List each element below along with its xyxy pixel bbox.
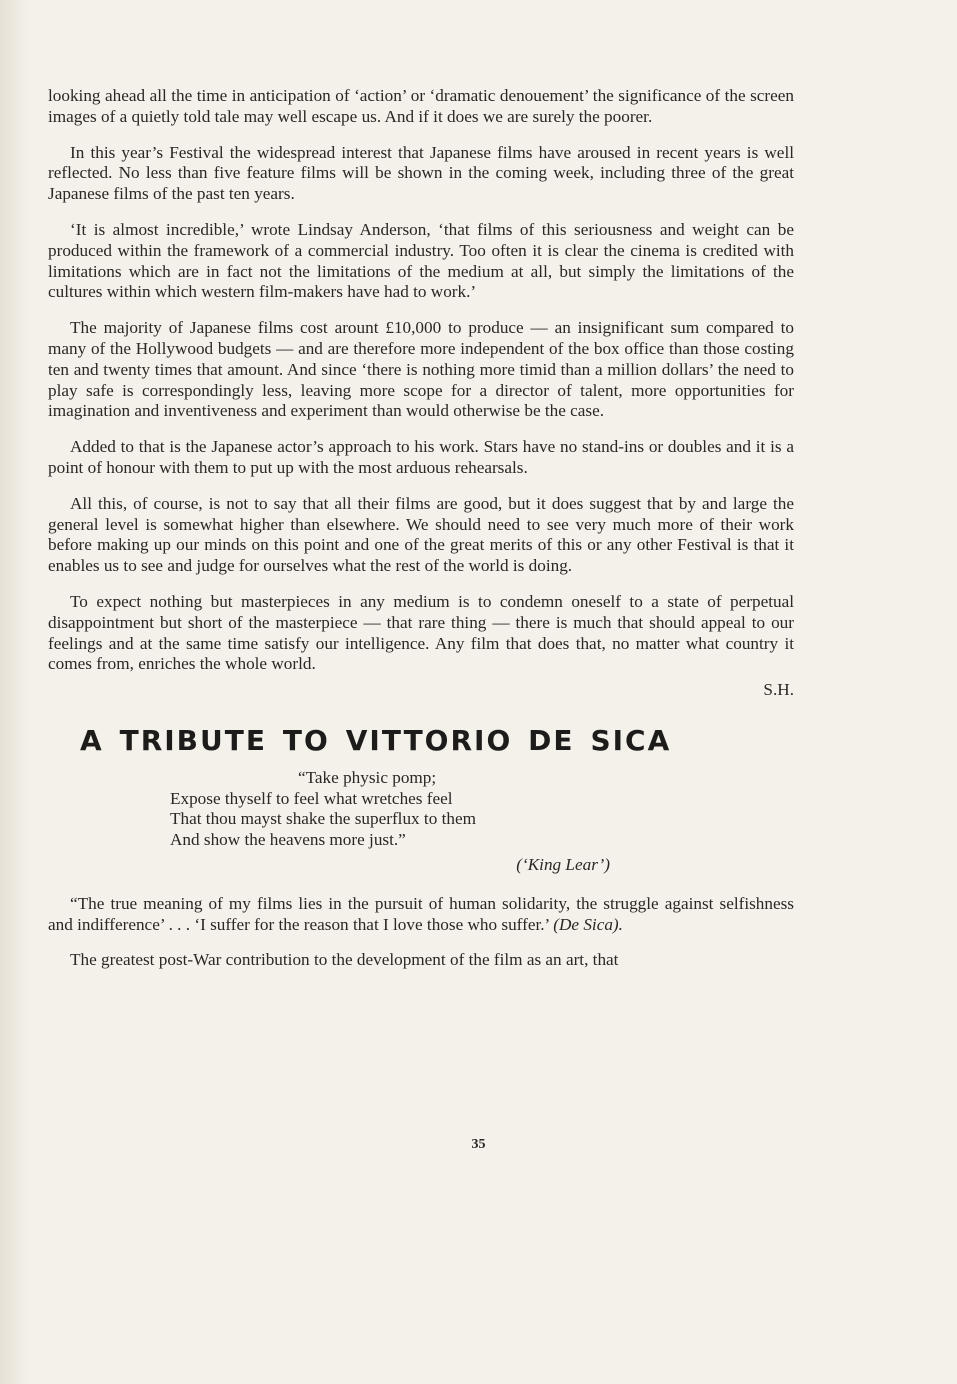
- paragraph-7: To expect nothing but masterpieces in any medium is to condemn oneself to a state of perpetual disappointment but short of the masterpiece — that rare thing — there is much that should appeal to our feelings and at the same time satisfy our intelligence. Any film that does that, no matter what country it comes from, enriches the whole world.: [48, 591, 794, 674]
- paragraph-3: ‘It is almost incredible,’ wrote Lindsay Anderson, ‘that films of this seriousness and weight can be produced within the framework of a commercial industry. Too often it is clear the cinema is credited with limitations which are in fact not the limitations of the medium at all, but simply the limitations of the cultures within which western film-makers have had to work.’: [48, 219, 794, 302]
- poem-source: (‘King Lear’): [516, 854, 610, 874]
- quote-paragraph: [48, 894, 794, 936]
- poem-line: And show the heavens more just.”: [170, 830, 406, 850]
- poem-line: Expose thyself to feel what wretches feel: [170, 788, 453, 808]
- paragraph-5: Added to that is the Japanese actor’s approach to his work. Stars have no stand-ins or doubles and it is a point of honour with them to put up with the most arduous rehearsals.: [48, 437, 794, 477]
- paragraph-2: In this year’s Festival the widespread interest that Japanese films have aroused in recent years is well reflected. No less than five feature films will be shown in the coming week, including three of the great Japanese films of the past ten years.: [48, 142, 794, 204]
- quote-text: “The true meaning of my films lies in the pursuit of human solidarity, the struggle against selfishness and indifference’ . . . ‘I suffer for the reason that I love those who suffer.’: [48, 893, 794, 934]
- page-edge-shadow: [0, 0, 30, 1384]
- paragraph-6: All this, of course, is not to say that all their films are good, but it does suggest that by and large the general level is somewhat higher than elsewhere. We should need to see very much more of their work before making up our minds on this point and one of the great merits of this or any other Festival is that it enables us to see and judge for ourselves what the rest of the world is doing.: [48, 493, 794, 576]
- section-heading: a tribute to vittorio de sica: [80, 713, 672, 760]
- epigraph-poem: [170, 768, 610, 876]
- poem-line: That thou mayst shake the superflux to them: [170, 809, 476, 829]
- paragraph-4: The majority of Japanese films cost arount £10,000 to produce — an insignificant sum compared to many of the Hollywood budgets — and are therefore more independent of the box office than those costing ten and twenty times that amount. And since ‘there is nothing more timid than a million dollars’ the need to play safe is correspondingly less, leaving more scope for a director of talent, more opportunities for imagination and inventiveness and experiment than would otherwise be the case.: [48, 318, 794, 421]
- final-paragraph: The greatest post-War contribution to the development of the film as an art, that: [70, 950, 619, 970]
- poem-line: “Take physic pomp;: [298, 767, 437, 787]
- page-number: 35: [471, 1137, 486, 1152]
- paragraph-1: looking ahead all the time in anticipation of ‘action’ or ‘dramatic denouement’ the significance of the screen images of a quietly told tale may well escape us. And if it does we are surely the poorer.: [48, 86, 794, 126]
- quote-attribution: (De Sica).: [553, 914, 623, 934]
- article-body: [48, 86, 794, 971]
- author-signature: S.H.: [763, 680, 794, 700]
